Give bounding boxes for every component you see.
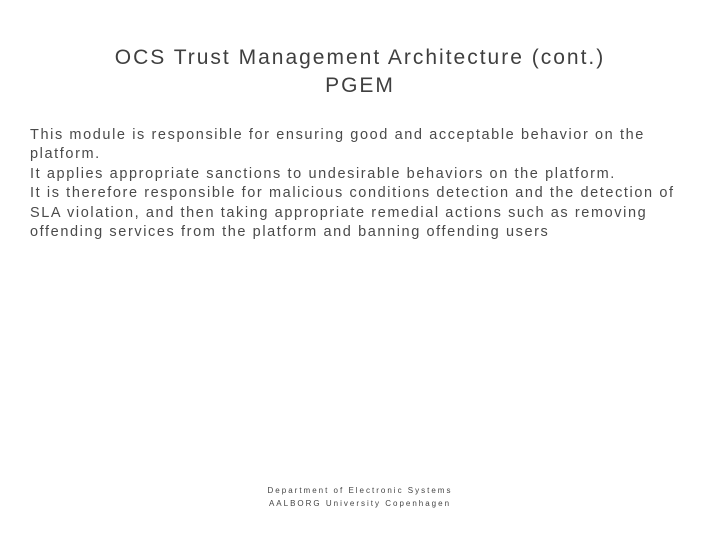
footer-department: Department of Electronic Systems (267, 486, 453, 495)
title-line-1: OCS Trust Management Architecture (cont.) (114, 46, 606, 69)
footer-university: AALBORG University Copenhagen (268, 499, 452, 508)
title-line-2: PGEM (325, 74, 395, 97)
slide-title (0, 44, 720, 100)
slide-footer (0, 484, 720, 510)
slide-body (30, 126, 695, 242)
body-paragraph-3: It is therefore responsible for malicious conditions detection and the detection of SLA violation, and then taking appropriate remedial actions such as removing offending services from the platform and banning offending users (30, 185, 675, 241)
body-paragraph-2: It applies appropriate sanctions to undesirable behaviors on the platform. (30, 165, 616, 182)
body-paragraph-1: This module is responsible for ensuring good and acceptable behavior on the platform. (30, 127, 645, 163)
